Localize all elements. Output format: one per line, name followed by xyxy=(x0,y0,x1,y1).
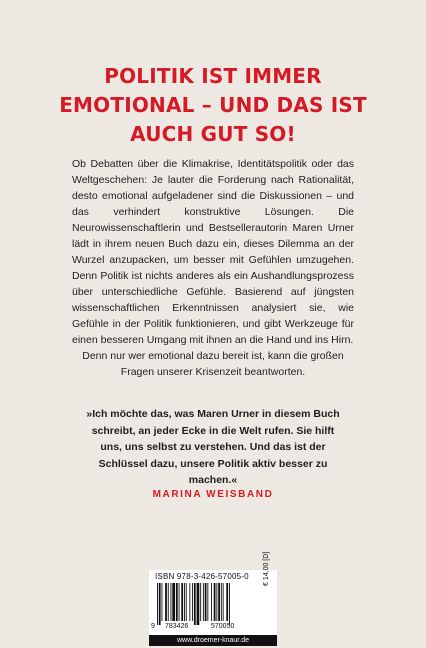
barcode-digits-left: 783426 xyxy=(165,623,189,630)
endorsement-author: MARINA WEISBAND xyxy=(152,489,274,500)
barcode-digit-first: 9 xyxy=(151,623,155,630)
barcode-bar xyxy=(203,583,204,621)
barcode-area xyxy=(149,551,277,642)
isbn-number: ISBN 978-3-426-57005-0 xyxy=(155,572,249,581)
headline xyxy=(0,62,426,149)
price-label: € 14,00 [D] xyxy=(263,551,270,586)
barcode-bar xyxy=(171,583,172,621)
barcode-bar xyxy=(226,583,228,621)
barcode-bar xyxy=(205,583,207,621)
barcode-bar xyxy=(216,583,217,621)
headline-line-2: EMOTIONAL – UND DAS IST xyxy=(59,93,367,117)
publisher-url: www.droemer-knaur.de xyxy=(149,635,277,646)
barcode-bar xyxy=(223,583,224,621)
barcode-bar xyxy=(200,583,201,621)
blurb-text xyxy=(72,156,354,380)
barcode-bar xyxy=(181,583,183,621)
barcode-bar xyxy=(214,583,216,621)
barcode-bar xyxy=(221,583,222,621)
barcode-bar xyxy=(157,583,158,625)
barcode-bar xyxy=(176,583,178,621)
barcode-bar xyxy=(165,583,167,621)
barcode-bar xyxy=(192,583,193,621)
barcode-bar xyxy=(159,583,161,625)
barcode-bar xyxy=(179,583,180,621)
barcode-bar xyxy=(197,583,200,625)
blurb-paragraph-2: Denn nur wer emotional dazu bereit ist, kann die großen Fragen unserer Krisenzeit beantworten. xyxy=(82,350,344,378)
barcode-bar xyxy=(184,583,185,621)
barcode-bar xyxy=(168,583,169,621)
barcode-bar xyxy=(194,583,196,625)
barcode-bar xyxy=(229,583,230,625)
headline-line-3: AUCH GUT SO! xyxy=(130,122,296,146)
barcode-bar xyxy=(218,583,220,621)
headline-line-1: POLITIK IST IMMER xyxy=(104,64,322,88)
barcode-bar xyxy=(186,583,187,621)
endorsement-quote: »Ich möchte das, was Maren Urner in diesem Buch schreibt, an jeder Ecke in die Welt rufen. Sie hilft uns, uns selbst zu verstehen. Und das ist der Schlüssel dazu, unsere Politik aktiv besser zu machen.« xyxy=(86,408,340,486)
barcode-bar xyxy=(207,583,208,621)
barcode-bar xyxy=(211,583,212,621)
barcode-bar xyxy=(189,583,190,621)
barcode-image xyxy=(157,583,257,625)
barcode-bar xyxy=(172,583,175,621)
barcode-digits-right: 570050 xyxy=(211,623,235,630)
blurb-paragraph-1: Ob Debatten über die Klimakrise, Identitätspolitik oder das Weltgeschehen: Je lauter die Forderung nach Rationalität, desto emotional aufgeladener sind die Diskussionen – und das verhindert konstruktive Lösungen. Die Neurowissenschaftlerin und Bestsellerautorin Maren Urner lädt in ihrem neuen Buch dazu ein, dieses Dilemma an der Wurzel anzupacken, um besser mit Gefühlen umzugehen. Denn Politik ist nichts anderes als ein Aushandlungsprozess über unterschiedliche Gefühle. Basierend auf jüngsten wissenschaftlichen Erkenntnissen analysiert sie, wie Gefühle in der Politik funktionieren, und gibt Werkzeuge für einen besseren Umgang mit ihnen an die Hand und ins Hirn. xyxy=(72,158,354,346)
barcode-bar xyxy=(162,583,163,621)
